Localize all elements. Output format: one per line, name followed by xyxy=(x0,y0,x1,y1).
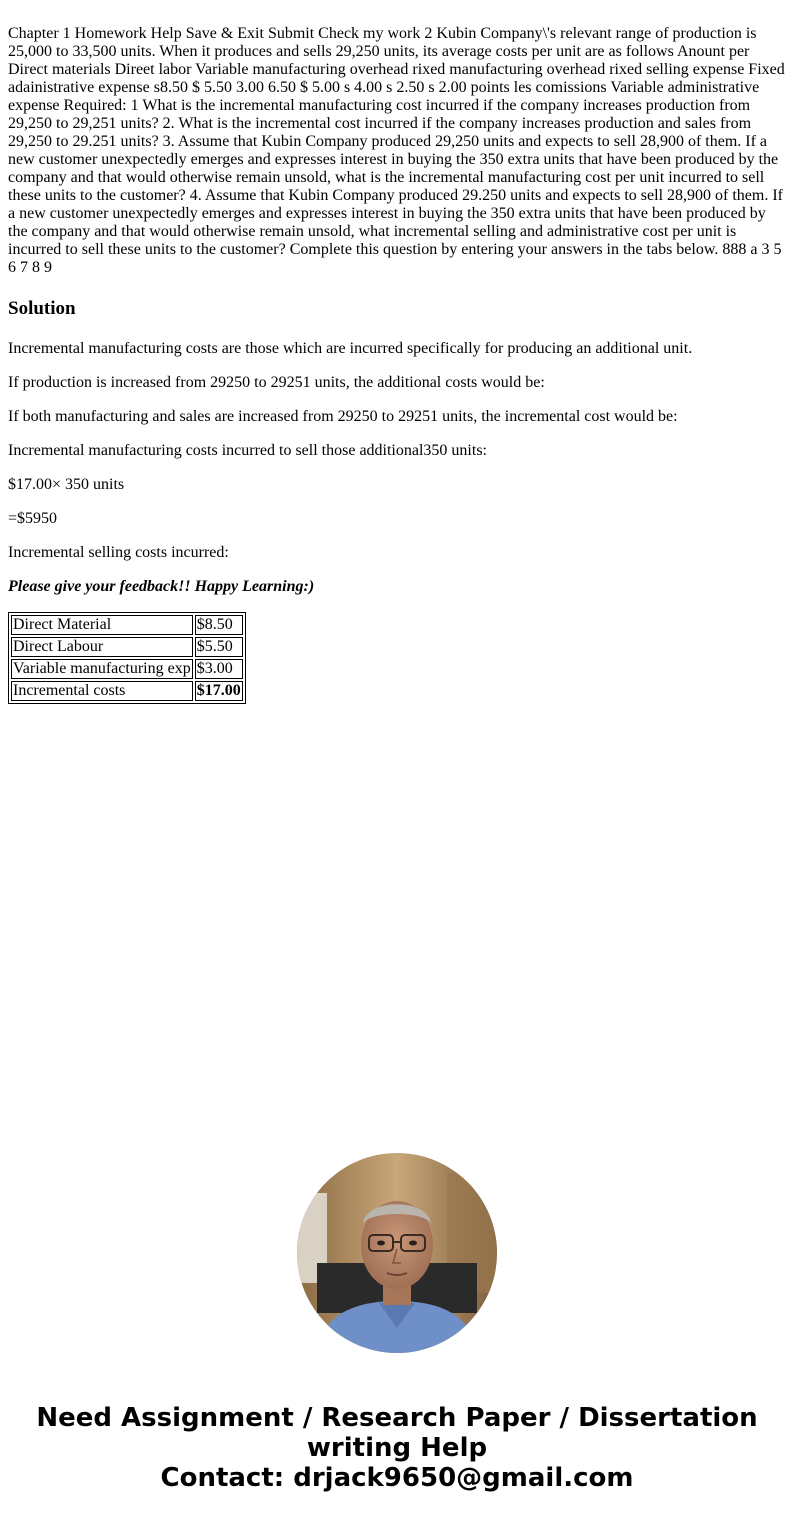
cost-table xyxy=(8,612,246,704)
table-row xyxy=(11,637,243,657)
solution-paragraph-3: If both manufacturing and sales are increased from 29250 to 29251 units, the incremental cost would be: xyxy=(8,408,678,425)
cost-value: $3.00 xyxy=(195,659,243,679)
promo-line-2: writing Help xyxy=(306,1433,488,1463)
cost-label: Direct Labour xyxy=(11,637,193,657)
cost-value-total: $17.00 xyxy=(196,682,241,699)
solution-paragraph-1: Incremental manufacturing costs are those which are incurred specifically for producing an additional unit. xyxy=(8,340,693,357)
table-row xyxy=(11,659,243,679)
document-body xyxy=(8,25,786,704)
cost-label: Incremental costs xyxy=(11,681,193,701)
solution-paragraph-4: Incremental manufacturing costs incurred to sell those additional350 units: xyxy=(8,442,487,459)
cost-value: $5.50 xyxy=(195,637,243,657)
solution-heading: Solution xyxy=(8,298,76,319)
cost-label: Variable manufacturing exp xyxy=(13,660,191,677)
table-row xyxy=(11,615,243,635)
cost-label: Direct Material xyxy=(11,615,193,635)
question-text: Chapter 1 Homework Help Save & Exit Submit Check my work 2 Kubin Company\'s relevant range of production is 25,000 to 33,500 units. When it produces and sells 29,250 units, its average costs per unit are as follows Anount per Direct materials Direet labor Variable manufacturing overhead rixed manufacturing overhead rixed selling expense Fixed adainistrative expense s8.50 $ 5.50 3.00 6.50 $ 5.00 s 4.00 s 2.50 s 2.00 points les comissions Variable administrative expense Required: 1 What is the incremental manufacturing cost incurred if the company increases production from 29,250 to 29,251 units? 2. What is the incremental cost incurred if the company increases production and sales from 29,250 to 29.251 units? 3. Assume that Kubin Company produced 29,250 units and expects to sell 28,900 of them. If a new customer unexpectedly emerges and expresses interest in buying the 350 extra units that have been produced by the company and that would otherwise remain unsold, what is the incremental manufacturing cost per unit incurred to sell these units to the customer? 4. Assume that Kubin Company produced 29.250 units and expects to sell 28,900 of them. If a new customer unexpectedly emerges and expresses interest in buying the 350 extra units that have been produced by the company and that would otherwise remain unsold, what incremental selling and administrative cost per unit is incurred to sell these units to the customer? Complete this question by entering your answers in the tabs below. 888 a 3 5 6 7 8 9 xyxy=(8,25,785,276)
solution-paragraph-5: $17.00× 350 units xyxy=(8,476,125,493)
solution-paragraph-6: =$5950 xyxy=(8,510,58,527)
feedback-text: Please give your feedback!! Happy Learning:) xyxy=(8,578,315,595)
promo-contact: Contact: drjack9650@gmail.com xyxy=(160,1463,634,1493)
solution-paragraph-2: If production is increased from 29250 to 29251 units, the additional costs would be: xyxy=(8,374,545,391)
cost-value: $8.50 xyxy=(195,615,243,635)
author-photo xyxy=(297,1153,497,1353)
person-portrait-icon xyxy=(297,1153,497,1353)
solution-paragraph-7: Incremental selling costs incurred: xyxy=(8,544,229,561)
table-row-total xyxy=(11,681,243,701)
promo-footer xyxy=(0,1403,794,1493)
promo-line-1: Need Assignment / Research Paper / Dissertation xyxy=(36,1403,758,1433)
